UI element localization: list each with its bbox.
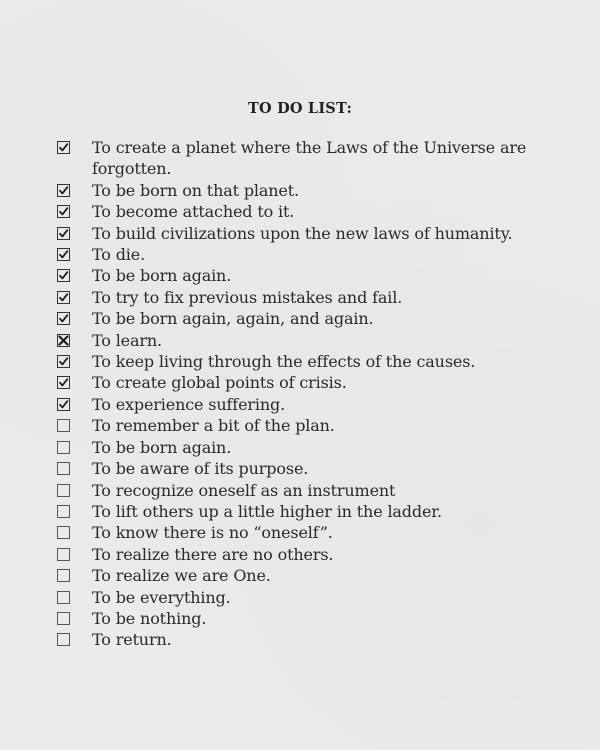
check-mark-icon: [58, 206, 69, 217]
list-item: [57, 287, 567, 308]
check-mark-icon: [58, 270, 69, 281]
checkbox-checked[interactable]: [57, 312, 70, 325]
item-text: To create a planet where the Laws of the Universe are forgotten.: [92, 138, 527, 179]
list-item: [57, 415, 567, 436]
item-text: To create global points of crisis.: [92, 373, 347, 393]
list-item: [57, 394, 567, 415]
item-text: To remember a bit of the plan.: [92, 416, 335, 436]
cross-mark-icon: [58, 335, 69, 346]
list-item: [57, 501, 567, 522]
item-text: To be everything.: [92, 587, 231, 607]
check-mark-icon: [58, 142, 69, 153]
checkbox-unchecked[interactable]: [57, 484, 70, 497]
checkbox-checked[interactable]: [57, 398, 70, 411]
item-text: To die.: [92, 245, 146, 265]
item-text: To be aware of its purpose.: [92, 459, 309, 479]
check-mark-icon: [58, 313, 69, 324]
check-mark-icon: [58, 292, 69, 303]
checkbox-unchecked[interactable]: [57, 569, 70, 582]
checkbox-crossed[interactable]: [57, 334, 70, 347]
item-text: To be born again.: [92, 266, 232, 286]
checkbox-checked[interactable]: [57, 291, 70, 304]
list-item: [57, 587, 567, 608]
list-item: [57, 201, 567, 222]
checkbox-unchecked[interactable]: [57, 612, 70, 625]
list-item: [57, 180, 567, 201]
item-text: To keep living through the effects of the causes.: [92, 352, 476, 372]
checkbox-checked[interactable]: [57, 376, 70, 389]
list-item: [57, 629, 567, 650]
item-text: To recognize oneself as an instrument: [92, 480, 396, 500]
list-item: [57, 223, 567, 244]
list-item: [57, 308, 567, 329]
item-text: To be born on that planet.: [92, 180, 299, 200]
checkbox-unchecked[interactable]: [57, 505, 70, 518]
checkbox-checked[interactable]: [57, 205, 70, 218]
checkbox-unchecked[interactable]: [57, 548, 70, 561]
list-item: [57, 372, 567, 393]
list-item: [57, 437, 567, 458]
list-item: [57, 544, 567, 565]
list-item: [57, 458, 567, 479]
checkbox-unchecked[interactable]: [57, 419, 70, 432]
list-item: [57, 265, 567, 286]
page-title: TO DO LIST:: [248, 100, 352, 117]
list-item: [57, 351, 567, 372]
list-item: [57, 565, 567, 586]
checkbox-unchecked[interactable]: [57, 633, 70, 646]
check-mark-icon: [58, 377, 69, 388]
checkbox-checked[interactable]: [57, 141, 70, 154]
item-text: To know there is no “oneself”.: [92, 523, 333, 543]
checkbox-checked[interactable]: [57, 227, 70, 240]
checkbox-unchecked[interactable]: [57, 462, 70, 475]
list-item: [57, 244, 567, 265]
check-mark-icon: [58, 228, 69, 239]
list-item: [57, 480, 567, 501]
item-text: To experience suffering.: [92, 394, 286, 414]
item-text: To be born again, again, and again.: [92, 309, 374, 329]
item-text: To be born again.: [92, 437, 232, 457]
item-text: To build civilizations upon the new laws of humanity.: [92, 223, 513, 243]
checkbox-checked[interactable]: [57, 355, 70, 368]
checkbox-checked[interactable]: [57, 269, 70, 282]
check-mark-icon: [58, 356, 69, 367]
check-mark-icon: [58, 399, 69, 410]
item-text: To realize we are One.: [92, 566, 271, 586]
list-item: [57, 330, 567, 351]
list-item: [57, 137, 567, 180]
item-text: To lift others up a little higher in the ladder.: [92, 501, 442, 521]
item-text: To try to fix previous mistakes and fail.: [92, 287, 403, 307]
checkbox-checked[interactable]: [57, 184, 70, 197]
list-item: [57, 522, 567, 543]
item-text: To be nothing.: [92, 608, 207, 628]
checkbox-unchecked[interactable]: [57, 526, 70, 539]
item-text: To return.: [92, 630, 172, 650]
item-text: To become attached to it.: [92, 202, 295, 222]
item-text: To learn.: [92, 330, 162, 350]
item-text: To realize there are no others.: [92, 544, 334, 564]
checkbox-checked[interactable]: [57, 248, 70, 261]
check-mark-icon: [58, 185, 69, 196]
check-mark-icon: [58, 249, 69, 260]
checkbox-unchecked[interactable]: [57, 591, 70, 604]
todo-list: [57, 137, 567, 651]
list-item: [57, 608, 567, 629]
checkbox-unchecked[interactable]: [57, 441, 70, 454]
